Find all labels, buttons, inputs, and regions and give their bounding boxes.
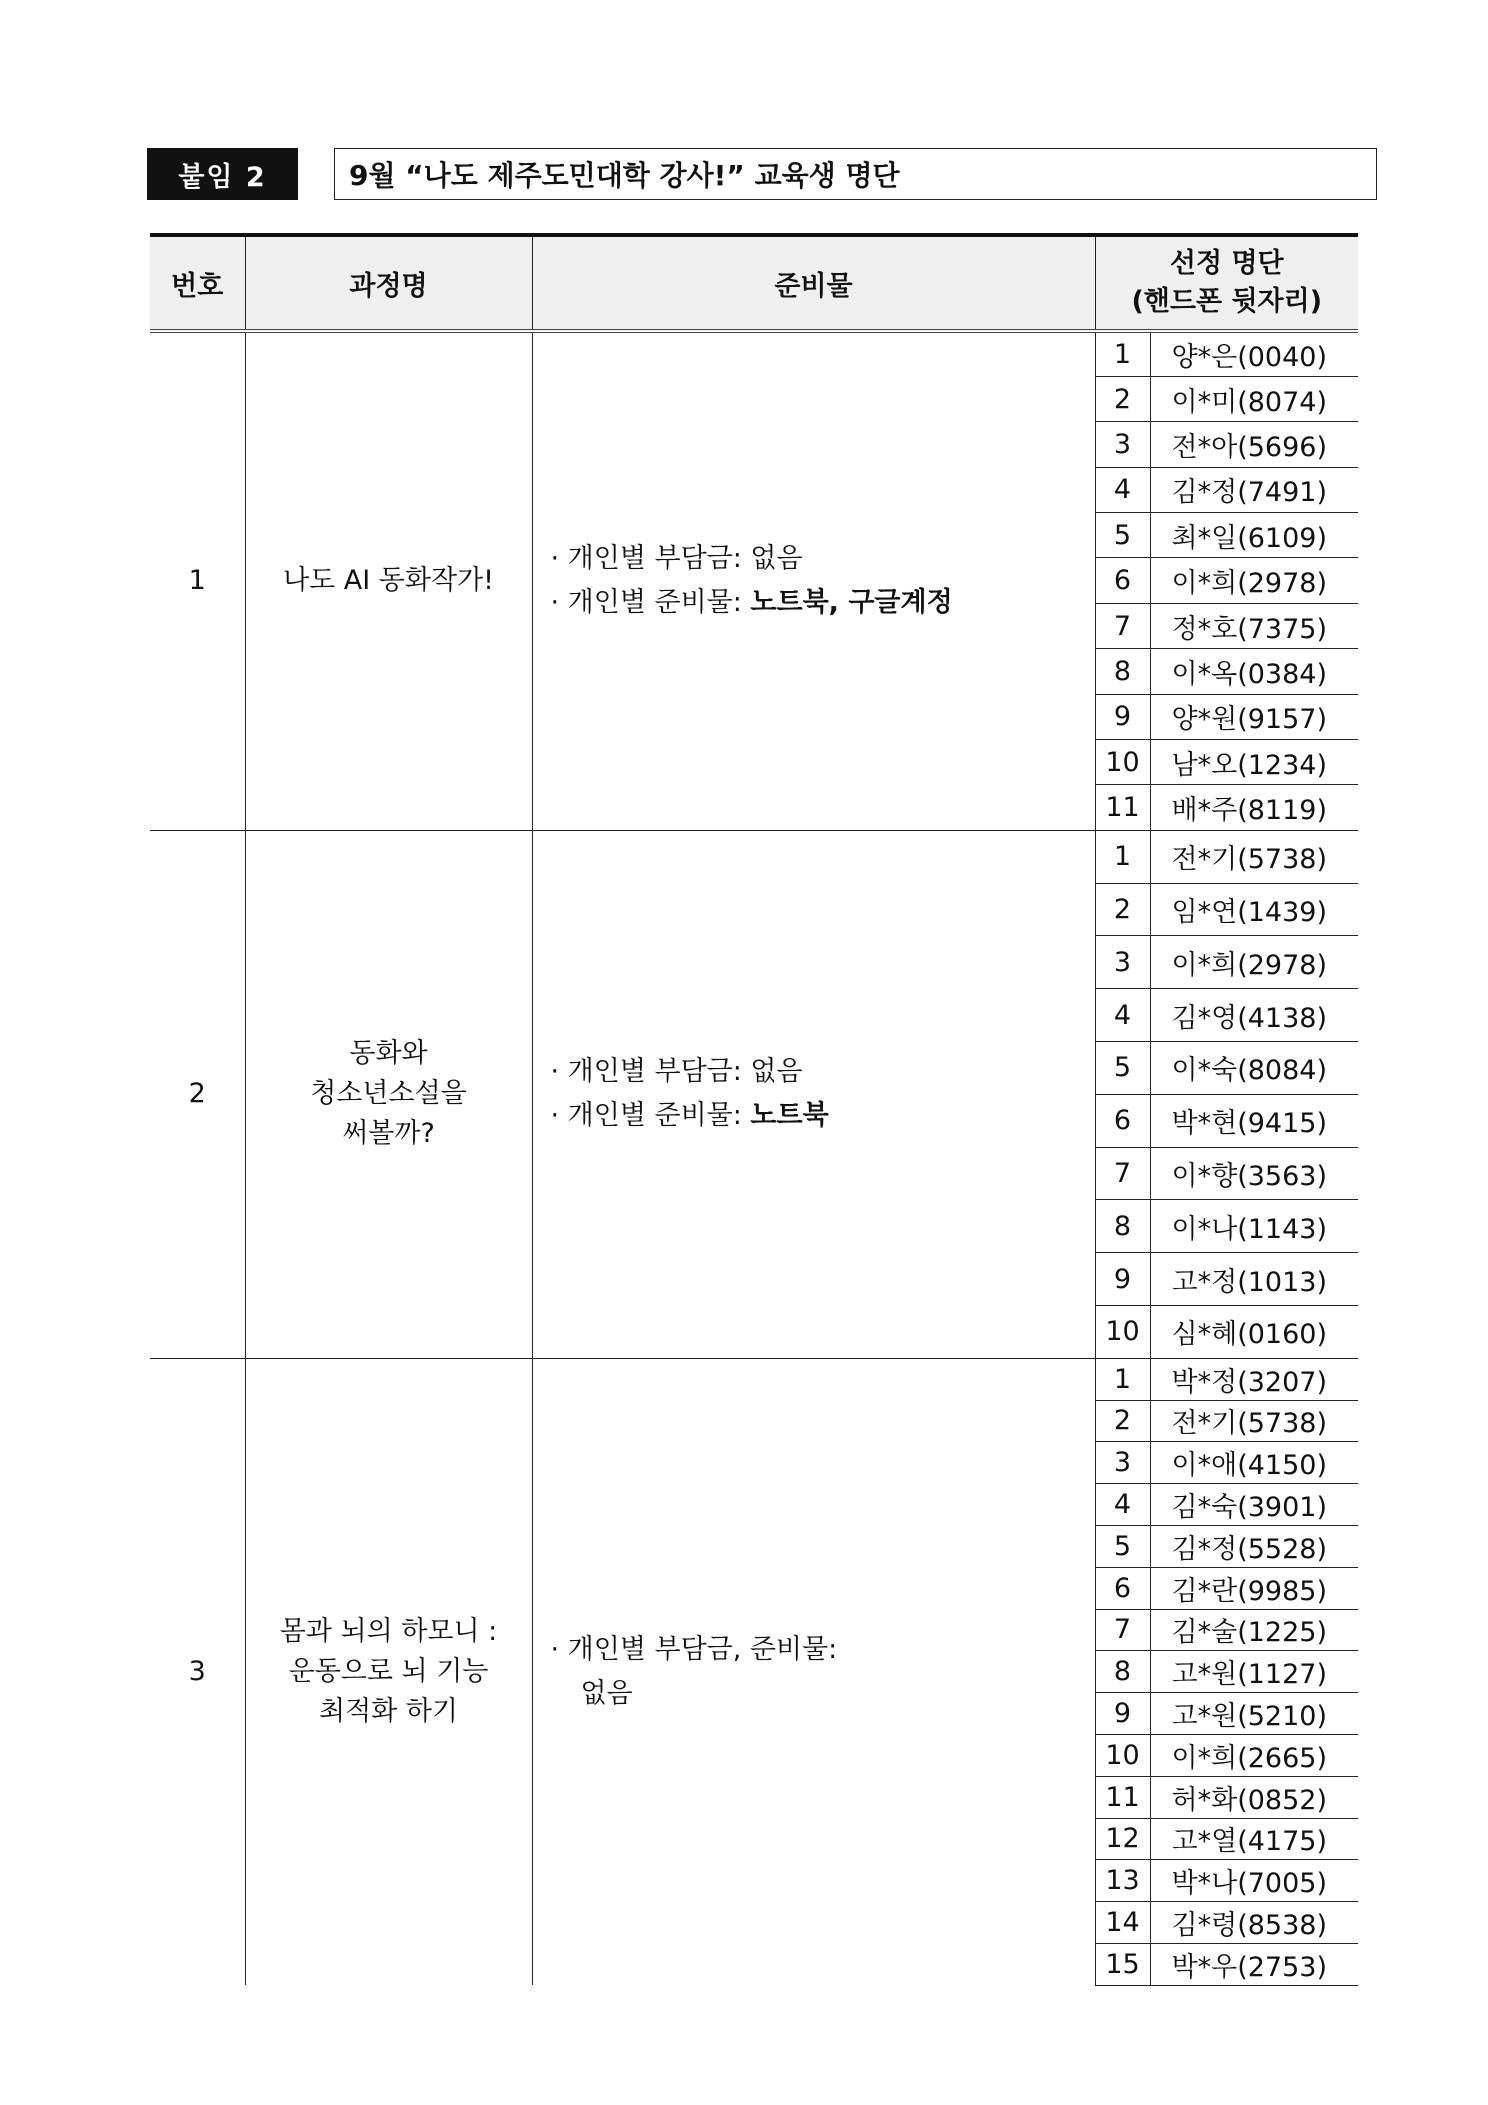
participant-index: 4	[1095, 989, 1150, 1042]
participant-index: 2	[1095, 1400, 1150, 1442]
participant-index: 6	[1095, 1567, 1150, 1609]
participant-name: 김*정(5528)	[1150, 1525, 1358, 1567]
materials-label: · 개인별 부담금:	[550, 543, 751, 575]
materials-line	[551, 1672, 1095, 1716]
participant-name: 박*현(9415)	[1150, 1094, 1358, 1147]
participant-index: 7	[1095, 1609, 1150, 1651]
participant-index: 5	[1095, 1525, 1150, 1567]
materials-cell	[532, 830, 1095, 1358]
participant-index: 3	[1095, 422, 1150, 467]
attachment-label: 붙임 2	[147, 148, 298, 200]
course-name-line: 써볼까?	[342, 1118, 435, 1150]
participant-index: 11	[1095, 785, 1150, 830]
participant-name: 이*옥(0384)	[1150, 649, 1358, 694]
participant-index: 1	[1095, 1358, 1150, 1400]
participant-name: 이*향(3563)	[1150, 1147, 1358, 1200]
participant-name: 이*애(4150)	[1150, 1442, 1358, 1484]
column-header-materials: 준비물	[532, 235, 1095, 331]
participant-index: 9	[1095, 1693, 1150, 1735]
participant-name: 허*화(0852)	[1150, 1776, 1358, 1818]
materials-line	[551, 1094, 1095, 1138]
roster-table	[150, 233, 1358, 1986]
participant-name: 이*미(8074)	[1150, 376, 1358, 421]
participant-name: 김*령(8538)	[1150, 1902, 1358, 1944]
column-header-selected-line2: (핸드폰 뒷자리)	[1131, 286, 1323, 317]
participant-name: 전*아(5696)	[1150, 422, 1358, 467]
participant-index: 5	[1095, 513, 1150, 558]
participant-name: 배*주(8119)	[1150, 785, 1358, 830]
materials-line	[551, 1050, 1095, 1094]
participant-name: 이*희(2978)	[1150, 558, 1358, 603]
participant-name: 김*란(9985)	[1150, 1567, 1358, 1609]
course-name-line: 몸과 뇌의 하모니 :	[279, 1615, 498, 1647]
materials-label: 없음	[580, 1677, 633, 1709]
participant-name: 박*우(2753)	[1150, 1943, 1358, 1985]
column-header-number: 번호	[150, 235, 245, 331]
roster-body	[150, 331, 1358, 1985]
participant-name: 전*기(5738)	[1150, 830, 1358, 883]
participant-index: 1	[1095, 331, 1150, 376]
participant-name: 정*호(7375)	[1150, 603, 1358, 648]
participant-name: 이*숙(8084)	[1150, 1041, 1358, 1094]
table-row	[150, 331, 1358, 376]
materials-line	[551, 1628, 1095, 1672]
course-number: 2	[150, 830, 245, 1358]
materials-cell	[532, 1358, 1095, 1985]
materials-label: · 개인별 부담금, 준비물:	[550, 1633, 838, 1665]
participant-name: 고*열(4175)	[1150, 1818, 1358, 1860]
course-number: 3	[150, 1358, 245, 1985]
participant-index: 10	[1095, 1734, 1150, 1776]
participant-name: 양*원(9157)	[1150, 694, 1358, 739]
participant-name: 고*원(5210)	[1150, 1693, 1358, 1735]
participant-index: 2	[1095, 376, 1150, 421]
participant-name: 고*정(1013)	[1150, 1253, 1358, 1306]
participant-index: 7	[1095, 1147, 1150, 1200]
participant-index: 6	[1095, 1094, 1150, 1147]
participant-name: 양*은(0040)	[1150, 331, 1358, 376]
course-name-line: 나도 AI 동화작가!	[283, 565, 494, 597]
participant-name: 이*나(1143)	[1150, 1200, 1358, 1253]
table-header-row	[150, 235, 1358, 331]
participant-index: 8	[1095, 649, 1150, 694]
participant-index: 3	[1095, 1442, 1150, 1484]
column-header-course: 과정명	[245, 235, 532, 331]
participant-index: 1	[1095, 830, 1150, 883]
materials-value: 노트북	[750, 1100, 829, 1132]
course-name-line: 청소년소설을	[310, 1078, 467, 1110]
materials-label: · 개인별 준비물:	[550, 1100, 751, 1132]
materials-value: 노트북, 구글계정	[750, 587, 953, 619]
participant-index: 4	[1095, 1484, 1150, 1526]
materials-line	[551, 537, 1095, 581]
participant-index: 11	[1095, 1776, 1150, 1818]
participant-name: 전*기(5738)	[1150, 1400, 1358, 1442]
participant-name: 김*숙(3901)	[1150, 1484, 1358, 1526]
participant-index: 8	[1095, 1200, 1150, 1253]
course-name	[245, 1358, 532, 1985]
column-header-selected-line1: 선정 명단	[1169, 248, 1284, 279]
participant-name: 고*원(1127)	[1150, 1651, 1358, 1693]
participant-name: 최*일(6109)	[1150, 513, 1358, 558]
participant-name: 박*나(7005)	[1150, 1860, 1358, 1902]
course-name	[245, 830, 532, 1358]
materials-value: 없음	[750, 1056, 803, 1088]
participant-name: 박*정(3207)	[1150, 1358, 1358, 1400]
table-row	[150, 1358, 1358, 1400]
materials-cell	[532, 331, 1095, 830]
participant-index: 13	[1095, 1860, 1150, 1902]
participant-name: 김*술(1225)	[1150, 1609, 1358, 1651]
participant-index: 7	[1095, 603, 1150, 648]
participant-index: 4	[1095, 467, 1150, 512]
course-name-line: 운동으로 뇌 기능	[288, 1655, 489, 1687]
participant-index: 5	[1095, 1041, 1150, 1094]
participant-index: 8	[1095, 1651, 1150, 1693]
course-name-line: 최적화 하기	[319, 1695, 458, 1727]
participant-name: 김*정(7491)	[1150, 467, 1358, 512]
participant-index: 14	[1095, 1902, 1150, 1944]
participant-name: 김*영(4138)	[1150, 989, 1358, 1042]
participant-index: 10	[1095, 740, 1150, 785]
participant-name: 이*희(2978)	[1150, 936, 1358, 989]
materials-value: 없음	[750, 543, 803, 575]
column-header-selected	[1095, 235, 1358, 331]
materials-line	[551, 581, 1095, 625]
participant-index: 10	[1095, 1305, 1150, 1358]
participant-name: 이*희(2665)	[1150, 1734, 1358, 1776]
table-row	[150, 830, 1358, 883]
participant-name: 임*연(1439)	[1150, 883, 1358, 936]
materials-label: · 개인별 부담금:	[550, 1056, 751, 1088]
participant-name: 남*오(1234)	[1150, 740, 1358, 785]
participant-index: 15	[1095, 1943, 1150, 1985]
participant-index: 9	[1095, 694, 1150, 739]
participant-index: 3	[1095, 936, 1150, 989]
course-name	[245, 331, 532, 830]
participant-index: 9	[1095, 1253, 1150, 1306]
participant-index: 2	[1095, 883, 1150, 936]
course-number: 1	[150, 331, 245, 830]
course-name-line: 동화와	[349, 1038, 428, 1070]
participant-index: 6	[1095, 558, 1150, 603]
materials-label: · 개인별 준비물:	[550, 587, 751, 619]
document-title: 9월 “나도 제주도민대학 강사!” 교육생 명단	[334, 148, 1377, 200]
participant-name: 심*혜(0160)	[1150, 1305, 1358, 1358]
participant-index: 12	[1095, 1818, 1150, 1860]
